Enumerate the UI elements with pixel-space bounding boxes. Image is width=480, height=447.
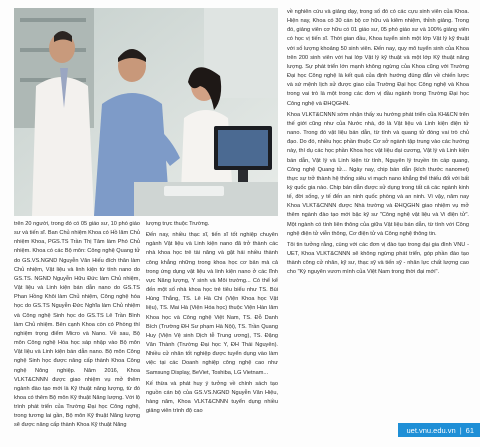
paragraph: trên 20 người, trong đó có 05 giáo sư, 10 phó giáo sư và tiến sĩ. Ban Chủ nhiệm Khoa có Hồ lâm Chủ nhiệm Khoa, PGS.TS Trần Thị Tâm làm Phó Chủ nhiệm. Khoa có các Bộ môn: Công nghệ Quang tử do GS.VS.NGND Nguyễn Văn Hiếu đích thân làm Chủ nhiệm, Vật liệu và linh kiện từ tính nano do GS.TS. NGND Nguyễn Hữu Đức làm Chủ nhiệm, Vật liệu và Linh kiện bán dẫn nano do GS.TS Phan Hồng Khôi làm Chủ nhiệm, Công nghệ hóa học do GS.TS Nguyễn Đức Nghĩa làm Chủ nhiệm và Công nghệ Sinh học do GS.TS Lê Trần Bình làm Chủ nhiệm. Bên cạnh Khoa còn có Phòng thí nghiệm trọng điểm Micro và Nano. Về sau, Bộ môn Công nghệ Hóa học sáp nhập vào Bộ môn Vật liệu và Linh kiện bán dẫn nano. Bộ môn Công nghệ Sinh học được nâng cấp thành Khoa Công nghệ Nông nghiệp. Năm 2016, Khoa VLKT&CNNN được giao nhiệm vụ mở thêm ngành đào tạo mới là Kỹ thuật năng lượng, từ đó khoa có thêm Bộ môn Kỹ thuật Năng lượng. Với lộ trình phát triển của Trường Đại học Công nghệ, trong tương lai gần, Bộ môn Kỹ thuật Năng lượng sẽ được nâng cấp thành Khoa Kỹ thuật Năng bbox=[14, 221, 140, 429]
footer-separator: | bbox=[459, 425, 462, 435]
photo-of-researchers-at-computer-icon bbox=[14, 8, 278, 216]
paragraph: Đến nay, nhiều thạc sĩ, tiến sĩ tốt nghiệp chuyên ngành Vật liệu và Linh kiện nano đã trở thành các nhà khoa học trẻ tài năng và gặt hái nhiều thành công khẳng những trong khoa học cơ bản mà cả trong ứng dụng vật liệu và linh kiện nano ở các lĩnh vực Năng lượng, Y sinh và Môi trường... Có thể kể đến một số nhà khoa học trẻ tiêu biểu như TS. Bùi Hùng Thắng, TS. Lê Hà Chi (Viện Khoa học Vật liệu), TS. Mai Hà (Viện Hóa học) thuộc Viện Hàn lâm Khoa học và Công nghệ Việt Nam, TS. Đỗ Danh Bích (Trường ĐH Sư phạm Hà Nội), TS. Trần Quang Huy (Viện Vệ sinh Dịch tễ Trung ương), TS. Đặng Văn Thành (Trường Đại học Y, ĐH Thái Nguyên). Nhiều cử nhân tốt nghiệp được tuyển dụng vào làm việc tại các Doanh nghiệp công nghệ cao như Samsung Display, BeViet, Toshiba, LG Vietnam... bbox=[146, 232, 278, 376]
paragraph: Kế thừa và phát huy ý tưởng về chính sách tạo nguồn cán bộ của GS.VS.NGND Nguyễn Văn Hiệu, hàng năm, Khoa VLKT&CNNN tuyển dụng nhiều giảng viên trình độ cao bbox=[146, 380, 278, 415]
page-footer bbox=[398, 423, 480, 437]
text-column-right bbox=[287, 8, 469, 278]
paragraph: Khoa VLKT&CNNN sớm nhận thấy xu hướng phát triển của KH&CN trên thế giới cũng như của Nước nhà, đó là Vật liệu và Linh kiện điện tử nano. Trong đó vật liệu bán dẫn, từ tính và quang tử đóng vai trò chủ đạo. Do đó, nhiều học phần thuộc Cơ sở ngành tập trung vào các hướng này, thí dụ các học phần Khoa học vật liệu đại cương, Vật lý và Linh kiện bán dẫn, Vật lý và Linh kiện từ tính, Nguyên lý truyền tin cáp quang, Công nghệ Quang tử... Ngày nay, chip bán dẫn (kích thước nanomet) thực sự trở thành hệ thống siêu vi mạch nano khẳng thể thiếu đối với bất kỳ quốc gia nào. Chip bán dẫn được sử dụng trong tất cả các ngành kinh tế, đời sống, y tế đến an ninh quốc phòng và an ninh. Vì vậy, năm nay Khoa VLKT&CNNN được Nhà trường và ĐHQGHN giao nhiệm vụ mở thêm ngành đào tạo mới bậc kỹ sư "Công nghệ vật liệu và Vi điện tử". Một ngành có tính liên thông của giữa Vật liệu bán dẫn, từ tính với Công nghệ điện tử viễn thông, Cơ điện tử và Công nghệ thông tin. bbox=[287, 111, 469, 237]
website-link[interactable]: uet.vnu.edu.vn bbox=[406, 425, 456, 435]
researchers-photo bbox=[14, 8, 278, 216]
text-column-middle bbox=[146, 220, 278, 416]
paragraph: Tôi tin tưởng rằng, cùng với các đơn vị đào tạo trong đại gia đình VNU - UET, Khoa VLKT&CNNN sẽ không ngừng phát triển, góp phần đào tạo thành công cử nhân, kỹ sư, thạc sỹ và tiến sỹ - nhân lực chất lượng cao cho "Kỳ nguyên vươn mình của Việt Nam trong thời đại mới". bbox=[287, 241, 469, 276]
paragraph: lượng trực thuộc Trường. bbox=[146, 221, 210, 227]
paragraph: về nghiên cứu và giảng dạy, trong số đó có các cựu sinh viên của Khoa. Hiện nay, Khoa có 30 cán bộ cơ hữu và kiêm nhiệm, thỉnh giảng. Trong đó, giảng viên cơ hữu có 01 giáo sư, 05 phó giáo sư và 100% giảng viên có học vị tiến sĩ. Thời gian đầu, Khoa tuyển sinh một lớp Vật lý kỹ thuật với số lượng khoảng 50 sinh viên. Đến nay, quy mô tuyển sinh của Khoa trên 200 sinh viên với hai lớp Vật lý kỹ thuật và một lớp Kỹ thuật năng lượng. Sự phát triển lớn mạnh không ngừng của Khoa cũng với Trường Đại học Công nghệ là kết quả của định hướng đúng đắn về chiến lược và sứ mệnh lịch sử được giao của Trường Đại học Công nghệ và Khoa trong vai trò là một trong các đơn vị đầu ngành trong Trường Đại học Công nghệ và ĐHQGHN. bbox=[287, 9, 469, 107]
text-column-left bbox=[14, 220, 140, 431]
page-number: 61 bbox=[465, 425, 474, 435]
